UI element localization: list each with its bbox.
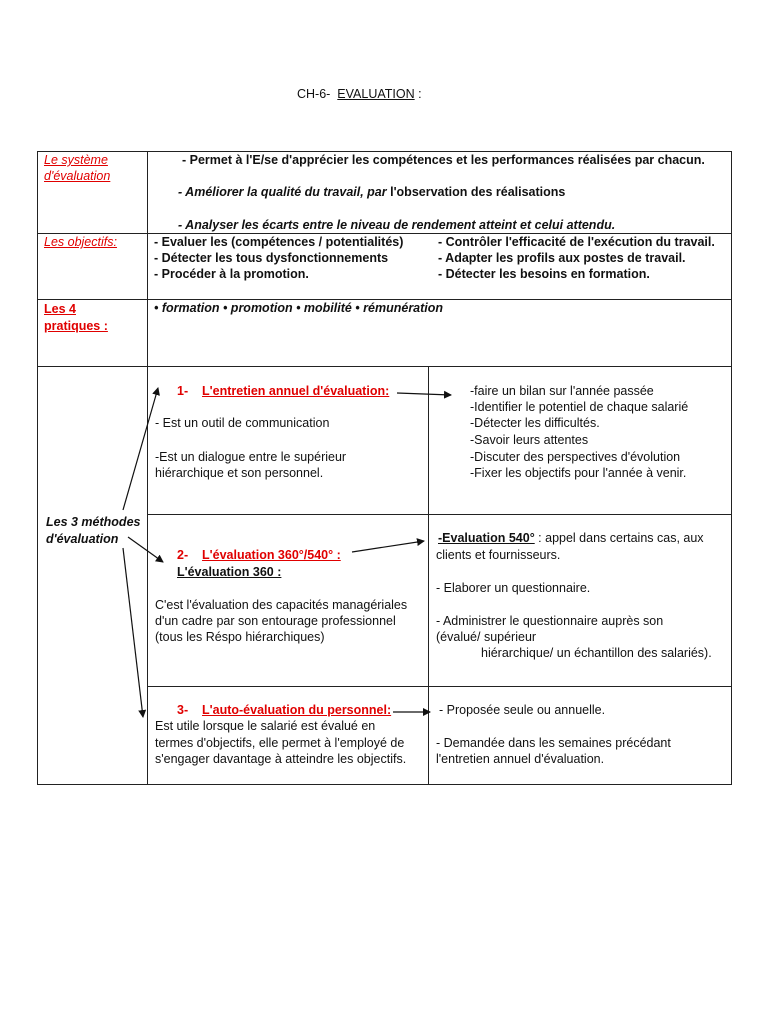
method-2-desc-2: d'un cadre par son entourage professionnel (155, 614, 396, 628)
systeme-line-3: - Analyser les écarts entre le niveau de rendement atteint et celui attendu. (178, 218, 616, 232)
method-2-desc-3: (tous les Réspo hiérarchiques) (155, 630, 325, 644)
title-prefix: CH-6- (297, 87, 331, 101)
row-label-systeme-2: d'évaluation (44, 169, 111, 183)
title-suffix: : (414, 87, 422, 101)
method-2-desc-1: C'est l'évaluation des capacités managériales (155, 598, 408, 612)
method-3-right-1: - Proposée seule ou annuelle. (439, 703, 606, 717)
objectif-right-3: - Détecter les besoins en formation. (438, 267, 650, 281)
method-1-num: 1- (177, 384, 189, 398)
row-label-pratiques-2: pratiques : (44, 319, 108, 333)
method-3-right-2: - Demandée dans les semaines précédant (436, 736, 671, 750)
method-3-num: 3- (177, 703, 189, 717)
arrow-label-to-method-2 (128, 537, 163, 562)
objectif-left-2: - Détecter les tous dysfonctionnements (154, 251, 389, 265)
method-2-right-1-bold: -Evaluation 540° (438, 531, 535, 545)
row-label-methodes-2: d'évaluation (46, 532, 119, 546)
method-2-right-3: - Elaborer un questionnaire. (436, 581, 591, 595)
method-1-title-text: L'entretien annuel d'évaluation: (202, 384, 390, 398)
arrow-label-to-method-1 (123, 388, 158, 510)
pratiques-list: • formation • promotion • mobilité • rémunération (154, 301, 444, 315)
method-2-right-2: clients et fournisseurs. (436, 548, 561, 562)
method-2-title-text: L'évaluation 360°/540° : (202, 548, 341, 562)
method-1-desc-2a: -Est un dialogue entre le supérieur (155, 450, 347, 464)
method-1-desc-2b: hiérarchique et son personnel. (155, 466, 324, 480)
objectif-left-1: - Evaluer les (compétences / potentialités) (154, 235, 404, 249)
arrow-label-to-method-3 (123, 548, 143, 717)
method-3-desc-3: s'engager davantage à atteindre les objectifs. (155, 752, 407, 766)
objectif-right-1: - Contrôler l'efficacité de l'exécution du travail. (438, 235, 715, 249)
method-2-right-1-rest: : appel dans certains cas, aux (534, 531, 704, 545)
method-1-right-1: -faire un bilan sur l'année passée (470, 384, 654, 398)
method-1-right-5: -Discuter des perspectives d'évolution (470, 450, 681, 464)
arrow-method-1-to-right (397, 393, 451, 395)
row-label-methodes-1: Les 3 méthodes (46, 515, 141, 529)
method-2-subtitle: L'évaluation 360 : (177, 565, 282, 579)
row-label-systeme-1: Le système (44, 153, 108, 167)
row-label-objectifs: Les objectifs: (44, 235, 117, 249)
title-main: EVALUATION (337, 87, 415, 101)
method-3-desc-1: Est utile lorsque le salarié est évalué en (155, 719, 376, 733)
method-1-right-3: -Détecter les difficultés. (470, 416, 600, 430)
systeme-line-2-italic: - Améliorer la qualité du travail, par (178, 185, 387, 199)
method-2-right-5: (évalué/ supérieur (436, 630, 537, 644)
method-3-right-3: l'entretien annuel d'évaluation. (436, 752, 605, 766)
method-1-right-2: -Identifier le potentiel de chaque salarié (470, 400, 689, 414)
method-2-right-4: - Administrer le questionnaire auprès son (436, 614, 664, 628)
objectif-left-3: - Procéder à la promotion. (154, 267, 309, 281)
method-2-right-6: hiérarchique/ un échantillon des salariés). (481, 646, 712, 660)
systeme-line-2-rest: l'observation des réalisations (386, 185, 566, 199)
method-1-desc-1: - Est un outil de communication (155, 416, 330, 430)
method-1-right-4: -Savoir leurs attentes (470, 433, 589, 447)
method-3-desc-2: termes d'objectifs, elle permet à l'employé de (155, 736, 405, 750)
method-2-num: 2- (177, 548, 189, 562)
method-1-right-6: -Fixer les objectifs pour l'année à venir. (470, 466, 687, 480)
arrow-method-2-to-right (352, 541, 424, 552)
row-label-pratiques-1: Les 4 (44, 302, 76, 316)
method-3-title-text: L'auto-évaluation du personnel: (202, 703, 392, 717)
systeme-line-1: - Permet à l'E/se d'apprécier les compétences et les performances réalisées par chacun. (182, 153, 705, 167)
objectif-right-2: - Adapter les profils aux postes de travail. (438, 251, 686, 265)
